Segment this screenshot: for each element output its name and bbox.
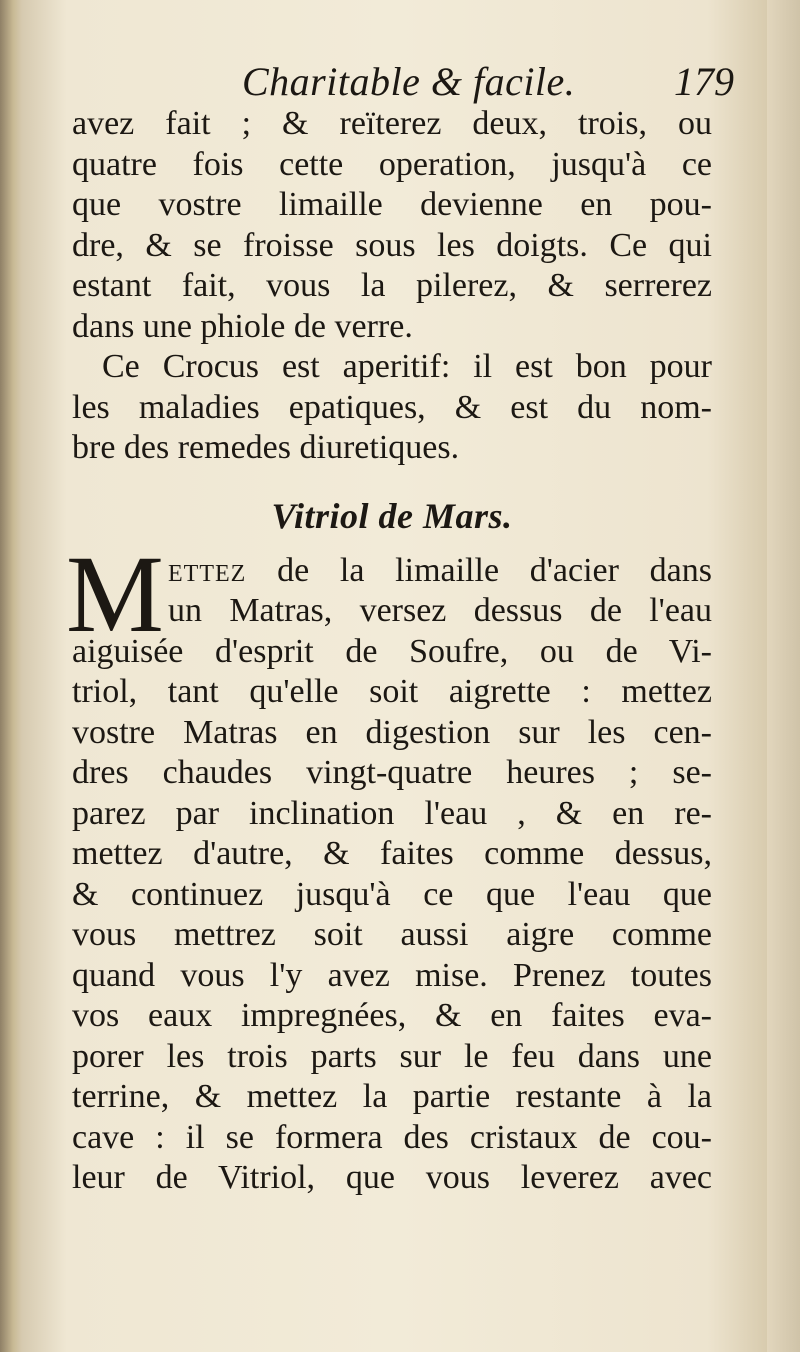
text-line: quand vous l'y avez mise. Prenez toutes	[72, 956, 712, 994]
text-line: un Matras, versez dessus de l'eau	[168, 592, 712, 629]
text-line: avez fait ; & reïterez deux, trois, ou	[72, 105, 712, 142]
text-line: aiguisée d'esprit de Soufre, ou de Vi-	[72, 632, 712, 670]
text-line: & continuez jusqu'à ce que l'eau que	[72, 875, 712, 913]
text-line: parez par inclination l'eau , & en re-	[72, 794, 712, 832]
text-line: terrine, & mettez la partie restante à la	[72, 1078, 712, 1115]
book-binding-shadow	[0, 0, 22, 1352]
text-line: Ce Crocus est aperitif: il est bon pour	[102, 348, 712, 385]
text-line: vos eaux impregnées, & en faites eva-	[72, 997, 712, 1034]
drop-cap: M	[66, 532, 164, 655]
paragraph-vitriol	[66, 532, 713, 1199]
text-line: estant fait, vous la pilerez, & serrerez	[72, 267, 712, 304]
text-line: vostre Matras en digestion sur les cen-	[72, 713, 712, 751]
page-edge	[767, 0, 800, 1352]
text-line: dans une phiole de verre.	[72, 307, 413, 345]
text-fragment: de la limaille d'acier dans	[277, 551, 713, 589]
text-line: dres chaudes vingt-quatre heures ; se-	[72, 754, 712, 791]
page-number: 179	[674, 59, 734, 104]
text-line: vous mettrez soit aussi aigre comme	[72, 916, 712, 953]
text-line: cave : il se formera des cristaux de cou-	[72, 1118, 712, 1156]
page-header	[242, 58, 742, 108]
paragraph-crocus-properties	[72, 347, 712, 469]
text-line: porer les trois parts sur le feu dans une	[72, 1037, 712, 1075]
text-line: leur de Vitriol, que vous leverez avec	[72, 1159, 712, 1196]
text-line: dre, & se froisse sous les doigts. Ce qui	[72, 226, 712, 264]
page-body	[66, 104, 713, 1199]
text-line: les maladies epatiques, & est du nom-	[72, 388, 712, 426]
text-line: mettez d'autre, & faites comme dessus,	[72, 835, 712, 872]
running-title: Charitable & facile.	[242, 59, 576, 104]
text-line: que vostre limaille devienne en pou-	[72, 186, 712, 223]
paragraph-crocus-end	[72, 104, 712, 347]
section-title: Vitriol de Mars.	[271, 495, 513, 536]
text-line: quatre fois cette operation, jusqu'à ce	[72, 145, 712, 183]
small-caps-word: ettez	[168, 551, 247, 589]
text-line: triol, tant qu'elle soit aigrette : mettez	[72, 673, 712, 710]
text-line	[72, 551, 712, 592]
text-line: bre des remedes diuretiques.	[72, 429, 460, 466]
